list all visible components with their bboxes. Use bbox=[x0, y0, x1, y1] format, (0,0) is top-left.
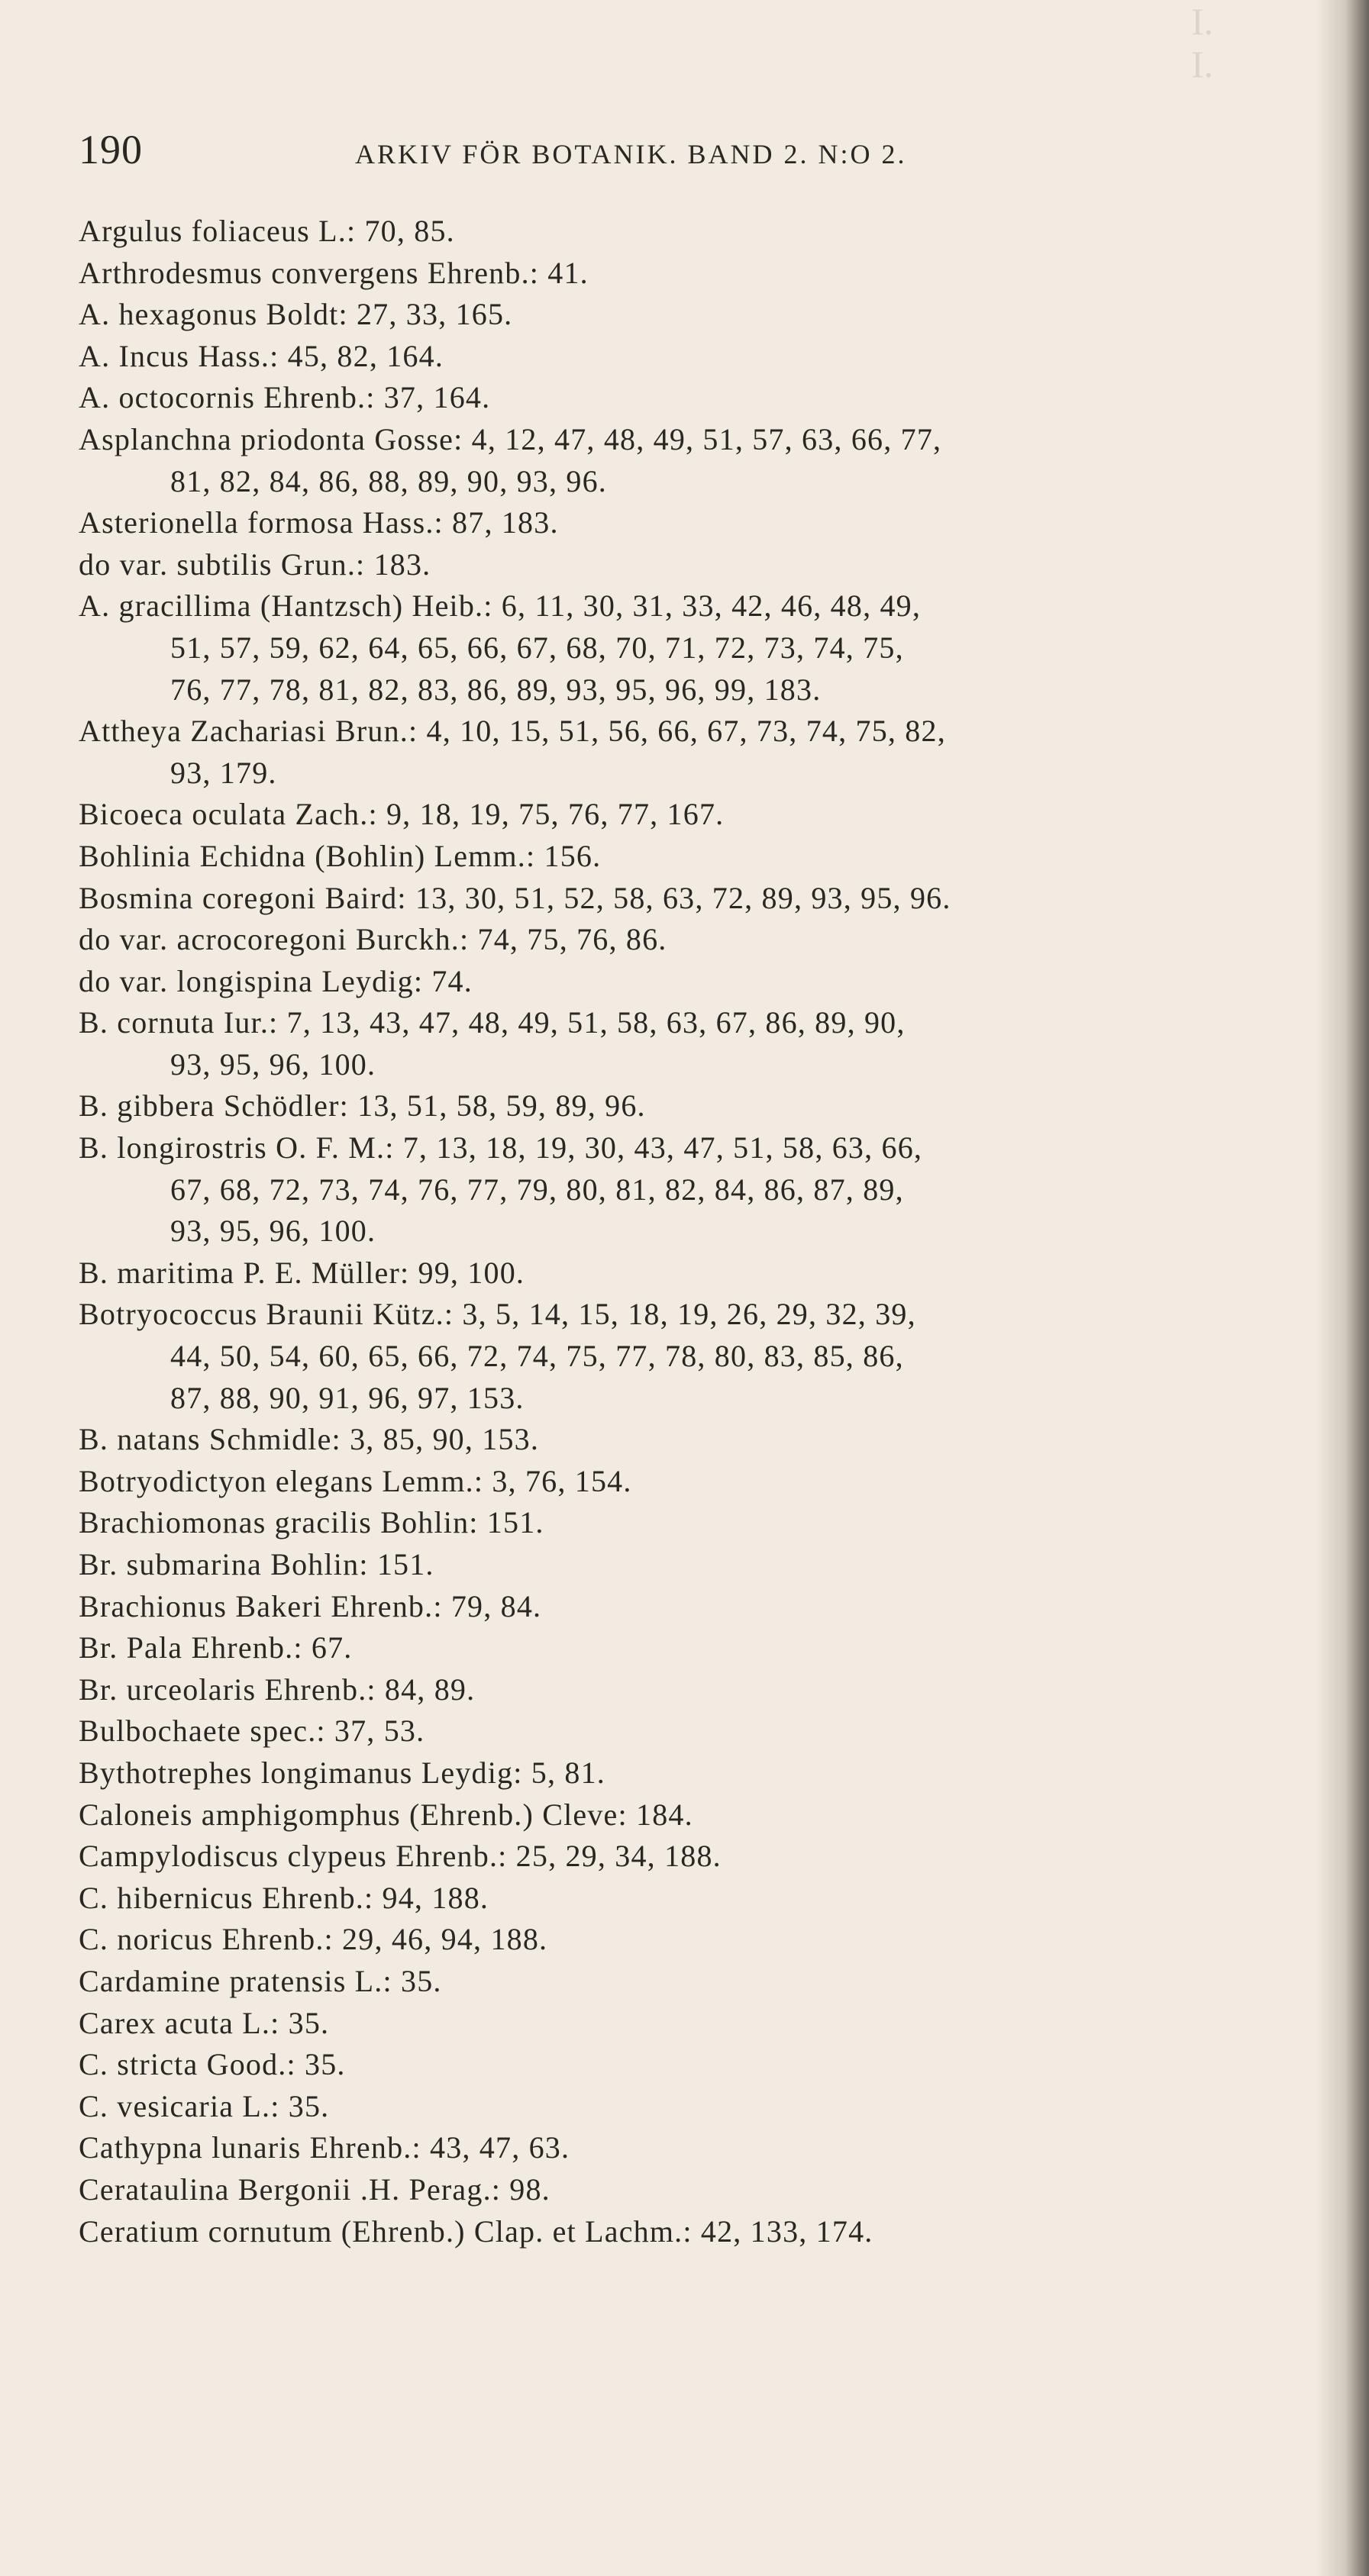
index-entry: Ceratium cornutum (Ehrenb.) Clap. et Lachm.: 42, 133, 174. bbox=[79, 2213, 873, 2249]
index-entry: Bulbochaete spec.: 37, 53. bbox=[79, 1714, 425, 1749]
page-header bbox=[79, 126, 1331, 179]
index-entry: C. hibernicus Ehrenb.: 94, 188. bbox=[79, 1880, 489, 1915]
index-entry-continuation: 81, 82, 84, 86, 88, 89, 90, 93, 96. bbox=[170, 463, 607, 498]
index-entry: C. vesicaria L.: 35. bbox=[79, 2088, 330, 2123]
index-entry: Bythotrephes longimanus Leydig: 5, 81. bbox=[79, 1755, 605, 1790]
index-entry-continuation: 93, 179. bbox=[170, 755, 277, 790]
index-entry: Brachiomonas gracilis Bohlin: 151. bbox=[79, 1505, 544, 1540]
index-entry: Botryodictyon elegans Lemm.: 3, 76, 154. bbox=[79, 1463, 632, 1498]
index-entry: Cathypna lunaris Ehrenb.: 43, 47, 63. bbox=[79, 2130, 570, 2165]
index-entry: B. maritima P. E. Müller: 99, 100. bbox=[79, 1255, 525, 1290]
index-entry: Brachionus Bakeri Ehrenb.: 79, 84. bbox=[79, 1588, 542, 1623]
index-entry: C. noricus Ehrenb.: 29, 46, 94, 188. bbox=[79, 1922, 548, 1957]
index-entry: A. Incus Hass.: 45, 82, 164. bbox=[79, 338, 444, 373]
index-entry: do var. longispina Leydig: 74. bbox=[79, 963, 473, 998]
index-entry-continuation: 87, 88, 90, 91, 96, 97, 153. bbox=[170, 1380, 525, 1415]
bleed-line: I. bbox=[1191, 43, 1214, 85]
index-list bbox=[79, 211, 1316, 2252]
index-entry: A. octocornis Ehrenb.: 37, 164. bbox=[79, 380, 491, 415]
index-entry: Campylodiscus clypeus Ehrenb.: 25, 29, 34, 188. bbox=[79, 1839, 722, 1874]
index-entry: Bosmina coregoni Baird: 13, 30, 51, 52, 58, 63, 72, 89, 93, 95, 96. bbox=[79, 880, 951, 915]
index-entry: Argulus foliaceus L.: 70, 85. bbox=[79, 214, 455, 248]
index-entry-continuation: 76, 77, 78, 81, 82, 83, 86, 89, 93, 95, 96, 99, 183. bbox=[170, 672, 822, 707]
running-head: ARKIV FÖR BOTANIK. BAND 2. N:O 2. bbox=[355, 139, 907, 169]
index-entry: do var. acrocoregoni Burckh.: 74, 75, 76, 86. bbox=[79, 922, 667, 957]
index-entry: Br. Pala Ehrenb.: 67. bbox=[79, 1630, 353, 1665]
index-entry: do var. subtilis Grun.: 183. bbox=[79, 546, 431, 582]
index-entry: Carex acuta L.: 35. bbox=[79, 2005, 330, 2040]
index-entry: A. gracillima (Hantzsch) Heib.: 6, 11, 30, 31, 33, 42, 46, 48, 49, bbox=[79, 588, 922, 624]
index-entry-continuation: 44, 50, 54, 60, 65, 66, 72, 74, 75, 77, 78, 80, 83, 85, 86, bbox=[170, 1339, 904, 1374]
index-entry: Cardamine pratensis L.: 35. bbox=[79, 1963, 442, 1998]
index-entry: Attheya Zachariasi Brun.: 4, 10, 15, 51, 56, 66, 67, 73, 74, 75, 82, bbox=[79, 714, 946, 749]
index-entry: Asplanchna priodonta Gosse: 4, 12, 47, 48, 49, 51, 57, 63, 66, 77, bbox=[79, 421, 942, 456]
page-number: 190 bbox=[79, 127, 143, 172]
index-entry: Bicoeca oculata Zach.: 9, 18, 19, 75, 76, 77, 167. bbox=[79, 797, 725, 832]
index-entry-continuation: 93, 95, 96, 100. bbox=[170, 1214, 376, 1249]
index-entry: Arthrodesmus convergens Ehrenb.: 41. bbox=[79, 255, 589, 290]
page-edge-shadow bbox=[1316, 0, 1369, 2576]
index-entry: Br. urceolaris Ehrenb.: 84, 89. bbox=[79, 1672, 476, 1707]
index-entry: Cerataulina Bergonii .H. Perag.: 98. bbox=[79, 2171, 551, 2207]
index-entry-continuation: 93, 95, 96, 100. bbox=[170, 1046, 376, 1082]
index-entry: Caloneis amphigomphus (Ehrenb.) Cleve: 184. bbox=[79, 1797, 693, 1832]
index-entry: Bohlinia Echidna (Bohlin) Lemm.: 156. bbox=[79, 838, 602, 873]
bleed-line: I. bbox=[1191, 0, 1214, 43]
index-entry: B. cornuta Iur.: 7, 13, 43, 47, 48, 49, 51, 58, 63, 67, 86, 89, 90, bbox=[79, 1005, 906, 1040]
index-entry: B. longirostris O. F. M.: 7, 13, 18, 19, 30, 43, 47, 51, 58, 63, 66, bbox=[79, 1130, 923, 1165]
index-entry: C. stricta Good.: 35. bbox=[79, 2047, 346, 2082]
index-entry: B. gibbera Schödler: 13, 51, 58, 59, 89, 96. bbox=[79, 1088, 646, 1124]
index-entry: B. natans Schmidle: 3, 85, 90, 153. bbox=[79, 1422, 540, 1457]
index-entry: Asterionella formosa Hass.: 87, 183. bbox=[79, 505, 559, 540]
index-entry-continuation: 67, 68, 72, 73, 74, 76, 77, 79, 80, 81, 82, 84, 86, 87, 89, bbox=[170, 1172, 904, 1207]
index-entry: Br. submarina Bohlin: 151. bbox=[79, 1547, 434, 1581]
index-entry-continuation: 51, 57, 59, 62, 64, 65, 66, 67, 68, 70, 71, 72, 73, 74, 75, bbox=[170, 630, 904, 665]
index-entry: A. hexagonus Boldt: 27, 33, 165. bbox=[79, 297, 513, 332]
index-entry: Botryococcus Braunii Kütz.: 3, 5, 14, 15, 18, 19, 26, 29, 32, 39, bbox=[79, 1297, 916, 1332]
